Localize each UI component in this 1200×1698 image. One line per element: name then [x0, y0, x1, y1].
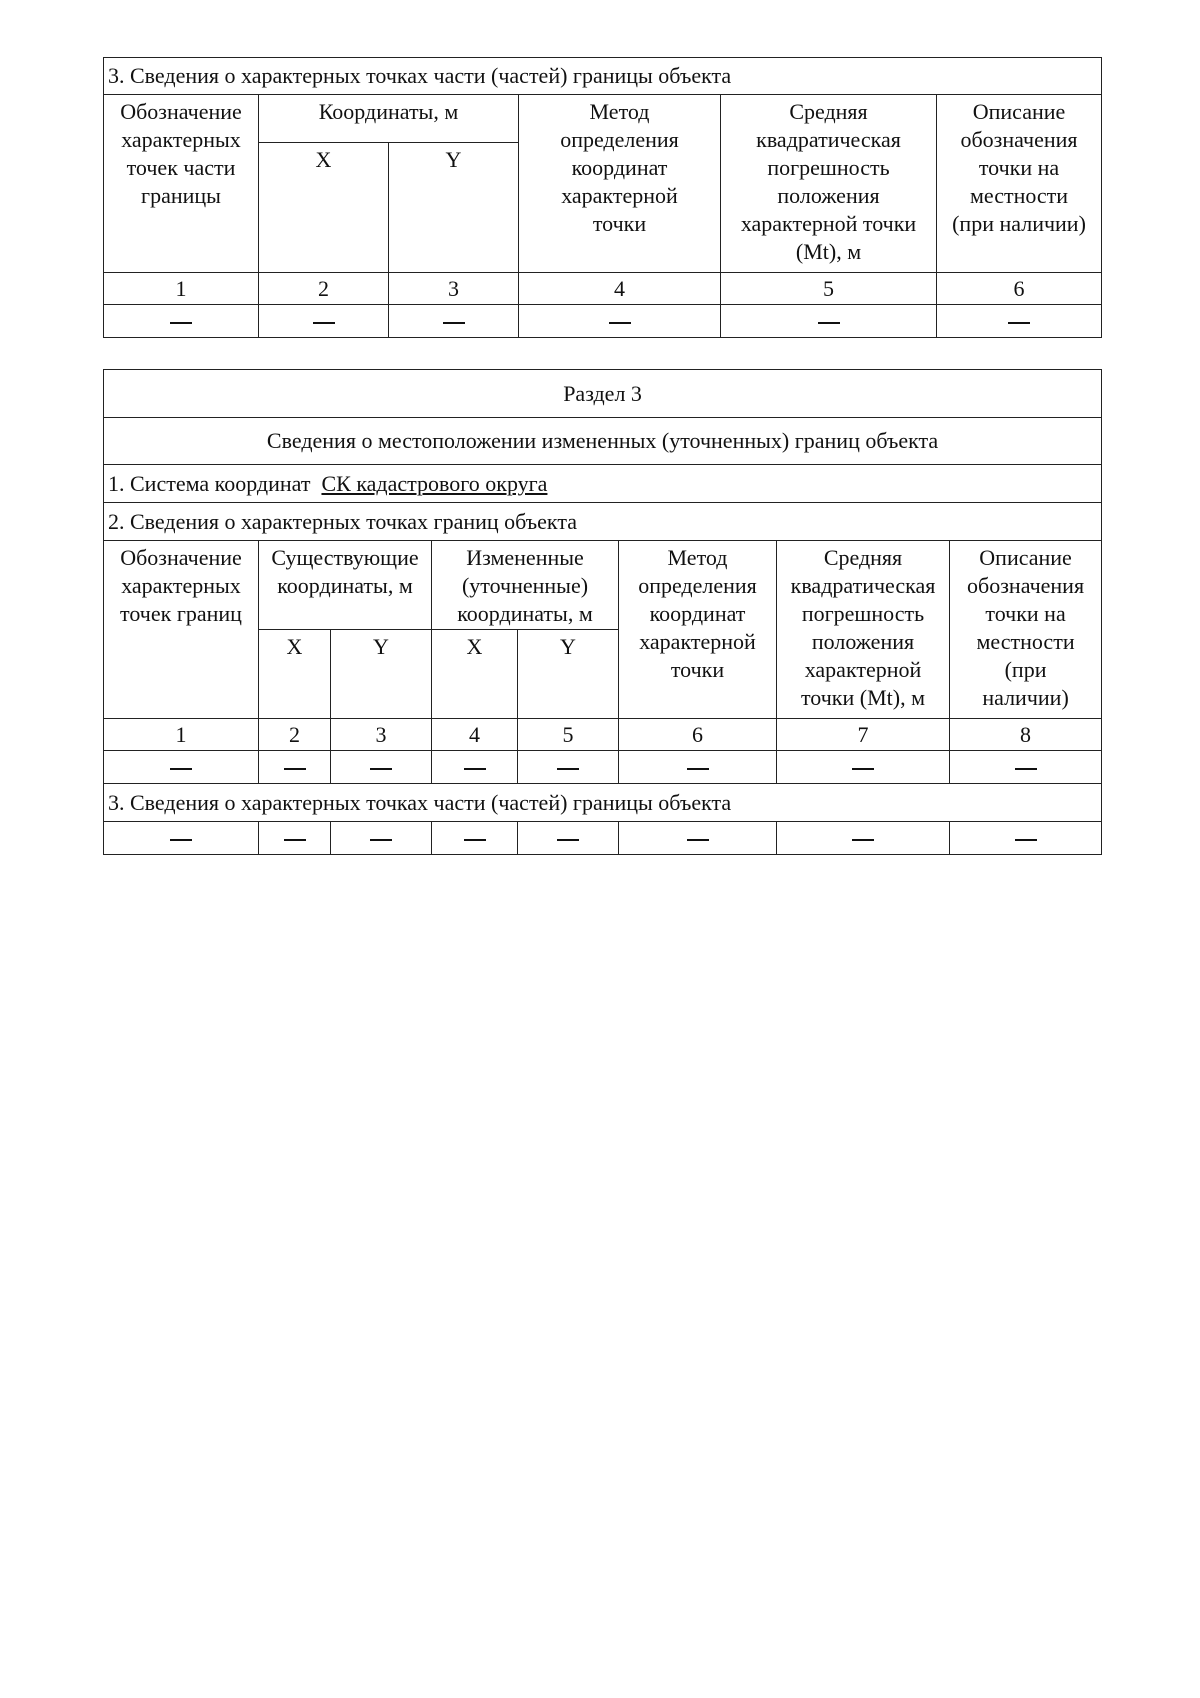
- header-changed-x: X: [432, 630, 518, 719]
- header-changed-y: Y: [518, 630, 619, 719]
- coordinate-system-value: СК кадастрового округа: [321, 470, 548, 496]
- empty-cell: [104, 305, 259, 338]
- section-subtitle: Сведения о местоположении измененных (уточненных) границ объекта: [104, 418, 1102, 465]
- header-description: Описание обозначения точки на местности (при наличии): [950, 541, 1102, 719]
- header-mean-error: Средняя квадратическая погрешность положения характерной точки (Mt), м: [721, 95, 937, 273]
- header-existing-x: X: [259, 630, 331, 719]
- empty-cell: [518, 822, 619, 855]
- part-points-title: 3. Сведения о характерных точках части (частей) границы объекта: [104, 784, 1102, 822]
- column-number: 5: [518, 719, 619, 751]
- column-number: 3: [331, 719, 432, 751]
- header-point-designation: Обозначение характерных точек границ: [104, 541, 259, 719]
- header-description: Описание обозначения точки на местности (при наличии): [937, 95, 1102, 273]
- column-number: 7: [777, 719, 950, 751]
- column-number: 3: [389, 273, 519, 305]
- header-mean-error: Средняя квадратическая погрешность положения характерной точки (Mt), м: [777, 541, 950, 719]
- table-row: [104, 822, 1102, 855]
- header-x: X: [259, 143, 389, 273]
- column-number: 2: [259, 719, 331, 751]
- points-section-title: 2. Сведения о характерных точках границ объекта: [104, 503, 1102, 541]
- empty-cell: [777, 751, 950, 784]
- table-row: [104, 751, 1102, 784]
- column-numbers-row: [104, 719, 1102, 751]
- header-existing-y: Y: [331, 630, 432, 719]
- column-number: 5: [721, 273, 937, 305]
- section-title: Раздел 3: [104, 370, 1102, 418]
- empty-cell: [619, 751, 777, 784]
- empty-cell: [389, 305, 519, 338]
- empty-cell: [259, 751, 331, 784]
- empty-cell: [519, 305, 721, 338]
- header-existing-coordinates: Существующие координаты, м: [259, 541, 432, 630]
- empty-cell: [777, 822, 950, 855]
- header-method: Метод определения координат характерной точки: [519, 95, 721, 273]
- column-number: 1: [104, 719, 259, 751]
- empty-cell: [104, 751, 259, 784]
- header-coordinates: Координаты, м: [259, 95, 519, 143]
- empty-cell: [432, 822, 518, 855]
- empty-cell: [104, 822, 259, 855]
- column-number: 1: [104, 273, 259, 305]
- column-number: 6: [937, 273, 1102, 305]
- coordinate-system-row: [104, 465, 1102, 503]
- empty-cell: [331, 822, 432, 855]
- header-method: Метод определения координат характерной точки: [619, 541, 777, 719]
- header-changed-coordinates: Измененные (уточненные) координаты, м: [432, 541, 619, 630]
- column-number: 6: [619, 719, 777, 751]
- empty-cell: [259, 822, 331, 855]
- changed-boundaries-table: [103, 369, 1102, 855]
- empty-cell: [518, 751, 619, 784]
- empty-cell: [937, 305, 1102, 338]
- table-row: [104, 305, 1102, 338]
- empty-cell: [331, 751, 432, 784]
- empty-cell: [259, 305, 389, 338]
- header-y: Y: [389, 143, 519, 273]
- column-number: 8: [950, 719, 1102, 751]
- empty-cell: [432, 751, 518, 784]
- column-number: 4: [519, 273, 721, 305]
- coordinate-system-label: 1. Система координат: [108, 470, 311, 496]
- table-title: 3. Сведения о характерных точках части (частей) границы объекта: [104, 58, 1102, 95]
- column-number: 2: [259, 273, 389, 305]
- column-number: 4: [432, 719, 518, 751]
- part-boundary-points-table: [103, 57, 1102, 338]
- column-numbers-row: [104, 273, 1102, 305]
- header-point-designation: Обозначение характерных точек части границы: [104, 95, 259, 273]
- empty-cell: [950, 751, 1102, 784]
- empty-cell: [619, 822, 777, 855]
- empty-cell: [721, 305, 937, 338]
- empty-cell: [950, 822, 1102, 855]
